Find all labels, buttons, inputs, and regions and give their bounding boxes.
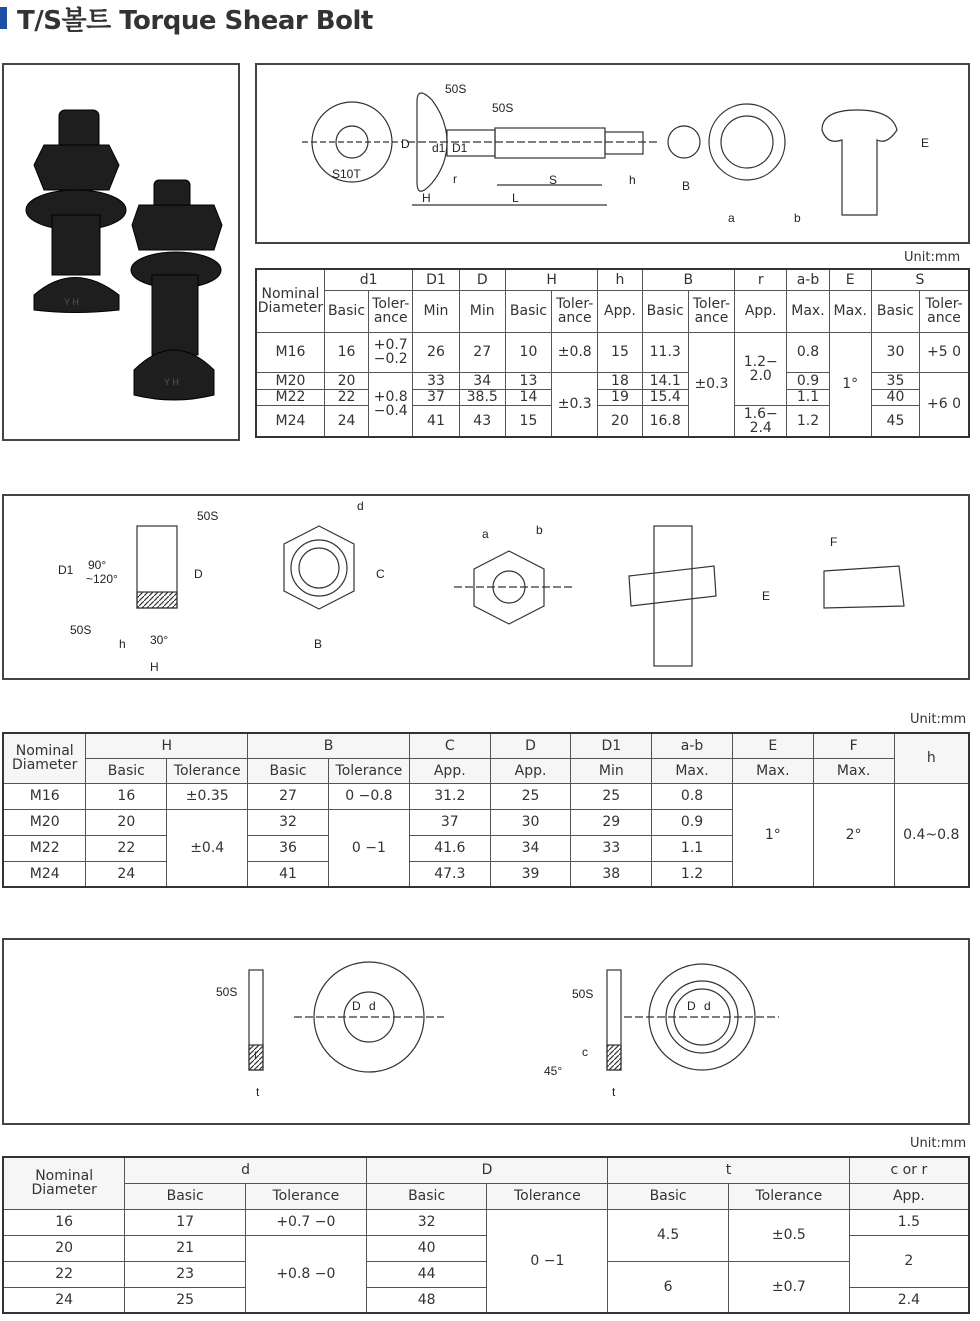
cell-D1: 37 <box>413 389 459 406</box>
nut-th-F: F <box>813 733 894 758</box>
table-row <box>3 783 969 809</box>
svg-text:Y H: Y H <box>64 297 79 307</box>
cell-D-tol: 0 −1 <box>487 1209 608 1313</box>
nut-label-B: B <box>314 637 323 651</box>
th-app: App. <box>735 290 787 332</box>
cell-B: 16.8 <box>642 406 688 437</box>
th-basic: Basic <box>324 290 368 332</box>
nut-spec-table <box>2 732 970 888</box>
bolt-spec-table <box>255 268 970 438</box>
cell-t-tol-a: ±0.5 <box>728 1209 849 1261</box>
cell-B: 14.1 <box>642 372 688 389</box>
bolt-drawing-labels <box>257 65 968 242</box>
nut-label-C: C <box>376 567 385 581</box>
nut-th-H: H <box>86 733 248 758</box>
th-basic: Basic <box>505 290 551 332</box>
cell-ab: 0.9 <box>787 372 829 389</box>
cell-D: 34 <box>490 835 571 861</box>
cell-nominal: M16 <box>256 332 324 372</box>
washer-label-D: D <box>352 999 361 1013</box>
th-D: D <box>459 269 505 290</box>
cell-D1: 33 <box>413 372 459 389</box>
th-basic: Basic <box>642 290 688 332</box>
washer-label-t-b: t <box>612 1085 616 1099</box>
nut-drawing-labels <box>4 496 968 678</box>
cell-H-tol-rest: ±0.3 <box>552 372 598 437</box>
cell-d1-tol: +0.7 −0.2 <box>369 332 413 372</box>
cell-d-tol-rest: +0.8 −0 <box>245 1235 366 1313</box>
nut-th-h: h <box>894 733 969 783</box>
cell-r-b: 1.6− 2.4 <box>735 406 787 437</box>
page-title: T/S볼트 Torque Shear Bolt <box>17 5 373 36</box>
washer-th-nominal: Nominal Diameter <box>3 1157 125 1209</box>
cell-D: 38.5 <box>459 389 505 406</box>
th-r: r <box>735 269 787 290</box>
bolt-label-50s-a: 50S <box>445 82 467 96</box>
bolt-label-E: E <box>921 136 930 150</box>
cell-d: 17 <box>125 1209 246 1235</box>
table-row <box>256 332 969 372</box>
nut-label-E: E <box>762 589 771 603</box>
nut-th-max: Max. <box>732 758 813 783</box>
th-ab: a-b <box>787 269 829 290</box>
washer-th-basic: Basic <box>366 1183 487 1209</box>
cell-B-tol: ±0.3 <box>688 332 734 437</box>
cell-cr-16: 1.5 <box>849 1209 969 1235</box>
cell-D: 43 <box>459 406 505 437</box>
cell-D: 48 <box>366 1287 487 1313</box>
nut-label-50s: 50S <box>197 509 219 523</box>
washer-label-50s: 50S <box>216 985 238 999</box>
cell-ab: 0.9 <box>652 809 733 835</box>
cell-B: 32 <box>248 809 329 835</box>
th-max: Max. <box>787 290 829 332</box>
bolt-label-H: H <box>422 191 431 205</box>
nut-label-90: 90° <box>88 558 107 572</box>
cell-E: 1° <box>829 332 871 437</box>
washer-th-tolerance: Tolerance <box>487 1183 608 1209</box>
cell-nominal: 20 <box>3 1235 125 1261</box>
bolt-label-D1: D1 <box>452 141 468 155</box>
cell-H: 20 <box>86 809 167 835</box>
nut-label-D: D <box>194 567 203 581</box>
cell-S: 30 <box>871 332 919 372</box>
cell-H-tol: ±0.8 <box>552 332 598 372</box>
washer-label-d: d <box>369 999 376 1013</box>
title-accent-bar <box>0 7 7 29</box>
nut-th-basic: Basic <box>248 758 329 783</box>
cell-ab: 1.2 <box>652 861 733 887</box>
cell-nominal: M22 <box>256 389 324 406</box>
cell-C: 41.6 <box>409 835 490 861</box>
cell-S-tol-a: +5 0 <box>920 332 969 372</box>
cell-ab: 0.8 <box>652 783 733 809</box>
cell-H: 10 <box>505 332 551 372</box>
cell-nominal: M20 <box>256 372 324 389</box>
cell-h: 19 <box>598 389 642 406</box>
nut-th-max: Max. <box>813 758 894 783</box>
nut-th-tolerance: Tolerance <box>167 758 248 783</box>
cell-D1: 25 <box>571 783 652 809</box>
page-title-block <box>0 0 373 36</box>
th-S: S <box>871 269 969 290</box>
cell-S: 35 <box>871 372 919 389</box>
svg-text:Y H: Y H <box>164 377 179 387</box>
unit-label-nut: Unit:mm <box>910 712 967 727</box>
cell-B: 11.3 <box>642 332 688 372</box>
cell-d1-tol-rest: +0.8 −0.4 <box>369 372 413 437</box>
cell-t-b: 6 <box>608 1261 729 1313</box>
bolt-label-S10T: S10T <box>332 167 361 181</box>
washer-th-tolerance: Tolerance <box>245 1183 366 1209</box>
cell-B: 41 <box>248 861 329 887</box>
nut-label-a: a <box>482 527 489 541</box>
nut-label-F: F <box>830 535 838 549</box>
cell-nominal: 22 <box>3 1261 125 1287</box>
th-min: Min <box>413 290 459 332</box>
th-H: H <box>505 269 598 290</box>
nut-th-D: D <box>490 733 571 758</box>
nut-label-b: b <box>536 523 543 537</box>
cell-H: 14 <box>505 389 551 406</box>
washer-th-basic: Basic <box>608 1183 729 1209</box>
th-d1: d1 <box>324 269 412 290</box>
cell-t-a: 4.5 <box>608 1209 729 1261</box>
th-app: App. <box>598 290 642 332</box>
cell-d: 25 <box>125 1287 246 1313</box>
cell-C: 37 <box>409 809 490 835</box>
th-nominal: Nominal Diameter <box>256 269 324 332</box>
cell-ab: 1.2 <box>787 406 829 437</box>
cell-d-tol: +0.7 −0 <box>245 1209 366 1235</box>
bolt-label-S: S <box>549 173 558 187</box>
washer-label-50s-b: 50S <box>572 987 594 1001</box>
nut-th-app: App. <box>409 758 490 783</box>
nut-th-app: App. <box>490 758 571 783</box>
cell-h: 15 <box>598 332 642 372</box>
cell-d: 23 <box>125 1261 246 1287</box>
cell-D: 39 <box>490 861 571 887</box>
cell-D: 27 <box>459 332 505 372</box>
cell-D: 32 <box>366 1209 487 1235</box>
unit-label-washer: Unit:mm <box>910 1136 967 1151</box>
cell-H: 15 <box>505 406 551 437</box>
nut-label-D1: D1 <box>58 563 74 577</box>
washer-label-c: c <box>582 1045 588 1059</box>
cell-D1: 29 <box>571 809 652 835</box>
table-row <box>3 1209 969 1235</box>
cell-ab: 1.1 <box>787 389 829 406</box>
nut-th-tolerance: Tolerance <box>328 758 409 783</box>
cell-D: 40 <box>366 1235 487 1261</box>
cell-nominal: 16 <box>3 1209 125 1235</box>
th-basic: Basic <box>871 290 919 332</box>
unit-label-bolt: Unit:mm <box>904 250 961 265</box>
cell-ab: 1.1 <box>652 835 733 861</box>
cell-nominal: 24 <box>3 1287 125 1313</box>
washer-label-d-b: d <box>704 999 711 1013</box>
cell-H: 24 <box>86 861 167 887</box>
washer-th-d: d <box>125 1157 366 1183</box>
cell-d1: 20 <box>324 372 368 389</box>
washer-th-tolerance: Tolerance <box>728 1183 849 1209</box>
cell-D1: 38 <box>571 861 652 887</box>
cell-h: 20 <box>598 406 642 437</box>
cell-D1: 33 <box>571 835 652 861</box>
cell-B-tol: 0 −0.8 <box>328 783 409 809</box>
washer-th-t: t <box>608 1157 849 1183</box>
nut-th-B: B <box>248 733 410 758</box>
cell-S: 40 <box>871 389 919 406</box>
cell-F: 2° <box>813 783 894 887</box>
cell-cr-24: 2.4 <box>849 1287 969 1313</box>
bolt-label-b: b <box>794 211 801 225</box>
th-h: h <box>598 269 642 290</box>
cell-B: 36 <box>248 835 329 861</box>
nut-th-nominal: Nominal Diameter <box>3 733 86 783</box>
cell-d1: 22 <box>324 389 368 406</box>
bolt-label-50s-b: 50S <box>492 101 514 115</box>
th-tolerance: Toler-ance <box>688 290 734 332</box>
bolt-label-L: L <box>512 191 519 205</box>
nut-th-ab: a-b <box>652 733 733 758</box>
cell-D: 44 <box>366 1261 487 1287</box>
cell-d1: 24 <box>324 406 368 437</box>
cell-B: 27 <box>248 783 329 809</box>
cell-H-tol: ±0.35 <box>167 783 248 809</box>
table-row <box>3 1261 969 1287</box>
nut-th-max: Max. <box>652 758 733 783</box>
cell-D1: 26 <box>413 332 459 372</box>
cell-nominal: M24 <box>3 861 86 887</box>
cell-nominal: M22 <box>3 835 86 861</box>
cell-ab: 0.8 <box>787 332 829 372</box>
th-B: B <box>642 269 735 290</box>
nut-label-d: d <box>357 499 364 513</box>
th-tolerance: Toler-ance <box>920 290 969 332</box>
cell-C: 31.2 <box>409 783 490 809</box>
washer-th-cr: c or r <box>849 1157 969 1183</box>
th-max: Max. <box>829 290 871 332</box>
cell-d: 21 <box>125 1235 246 1261</box>
nut-drawing-panel <box>2 494 970 680</box>
washer-label-t: t <box>256 1085 260 1099</box>
nut-th-E: E <box>732 733 813 758</box>
cell-D: 30 <box>490 809 571 835</box>
bolt-label-a: a <box>728 211 735 225</box>
washer-th-app: App. <box>849 1183 969 1209</box>
cell-nominal: M16 <box>3 783 86 809</box>
bolt-photo-illustration <box>4 65 238 439</box>
cell-S-tol-b: +6 0 <box>920 372 969 437</box>
bolt-label-D: D <box>401 137 410 151</box>
washer-drawing-panel <box>2 938 970 1125</box>
cell-t-tol-b: ±0.7 <box>728 1261 849 1313</box>
washer-label-45: 45° <box>544 1064 563 1078</box>
th-tolerance: Toler-ance <box>552 290 598 332</box>
cell-r-a: 1.2− 2.0 <box>735 332 787 406</box>
washer-th-D: D <box>366 1157 607 1183</box>
bolt-label-B: B <box>682 179 691 193</box>
nut-label-H: H <box>150 660 159 674</box>
th-tolerance: Toler-ance <box>369 290 413 332</box>
cell-B-tol-rest: 0 −1 <box>328 809 409 887</box>
cell-H: 16 <box>86 783 167 809</box>
th-D1: D1 <box>413 269 459 290</box>
cell-H: 13 <box>505 372 551 389</box>
cell-D: 34 <box>459 372 505 389</box>
nut-th-min: Min <box>571 758 652 783</box>
cell-E: 1° <box>732 783 813 887</box>
nut-label-h: h <box>119 637 126 651</box>
cell-D: 25 <box>490 783 571 809</box>
cell-H-tol-rest: ±0.4 <box>167 809 248 887</box>
bolt-label-d1: d1 <box>432 141 446 155</box>
washer-label-D-b: D <box>687 999 696 1013</box>
cell-C: 47.3 <box>409 861 490 887</box>
nut-th-C: C <box>409 733 490 758</box>
th-min: Min <box>459 290 505 332</box>
cell-D1: 41 <box>413 406 459 437</box>
nut-label-50s-b: 50S <box>70 623 92 637</box>
cell-d1: 16 <box>324 332 368 372</box>
washer-label-r: r <box>254 1047 258 1061</box>
bolt-label-r: r <box>453 172 457 186</box>
washer-th-basic: Basic <box>125 1183 246 1209</box>
cell-H: 22 <box>86 835 167 861</box>
washer-spec-table <box>2 1156 970 1314</box>
cell-S: 45 <box>871 406 919 437</box>
cell-nominal: M24 <box>256 406 324 437</box>
nut-label-120: ~120° <box>86 572 118 586</box>
product-photo <box>2 63 240 441</box>
nut-th-basic: Basic <box>86 758 167 783</box>
th-E: E <box>829 269 871 290</box>
nut-label-30: 30° <box>150 633 169 647</box>
cell-h: 0.4~0.8 <box>894 783 969 887</box>
washer-drawing-labels <box>4 940 968 1123</box>
bolt-drawing-panel <box>255 63 970 244</box>
cell-nominal: M20 <box>3 809 86 835</box>
cell-B: 15.4 <box>642 389 688 406</box>
bolt-label-h: h <box>629 173 636 187</box>
nut-th-D1: D1 <box>571 733 652 758</box>
cell-cr-mid: 2 <box>849 1235 969 1287</box>
cell-h: 18 <box>598 372 642 389</box>
